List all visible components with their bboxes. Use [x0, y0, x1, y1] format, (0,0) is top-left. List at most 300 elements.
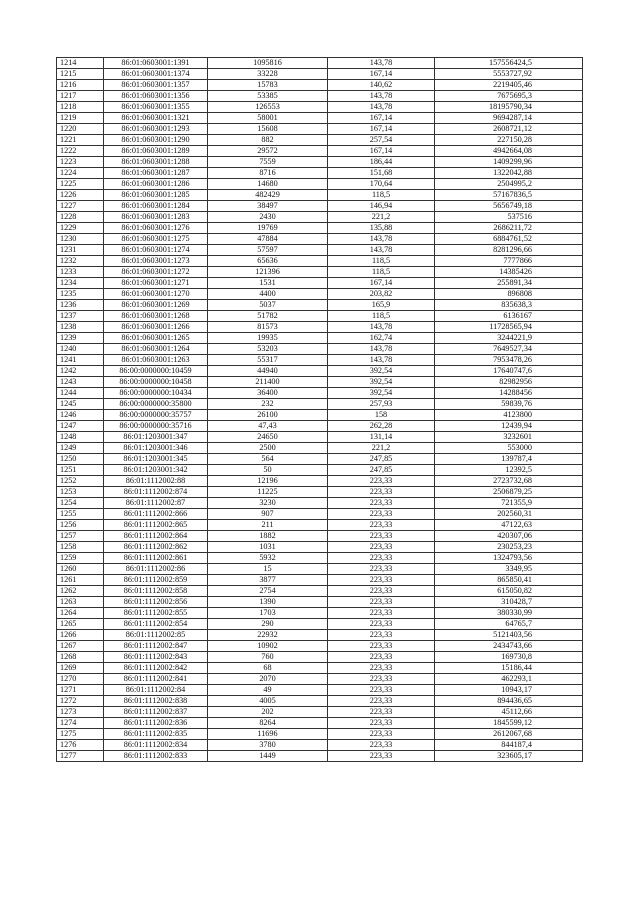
total-value-cell: 4123800	[435, 410, 583, 421]
row-number-cell: 1262	[57, 586, 104, 597]
area-cell: 3877	[208, 575, 328, 586]
cadastral-number-cell: 86:01:0603001:1285	[104, 190, 208, 201]
unit-value-cell: 223,33	[328, 751, 435, 762]
area-cell: 19935	[208, 333, 328, 344]
cadastral-number-cell: 86:01:1112002:865	[104, 520, 208, 531]
cadastral-number-cell: 86:01:0603001:1356	[104, 91, 208, 102]
unit-value-cell: 223,33	[328, 476, 435, 487]
row-number-cell: 1220	[57, 124, 104, 135]
table-row	[57, 421, 583, 432]
row-number-cell: 1217	[57, 91, 104, 102]
total-value-cell: 865850,41	[435, 575, 583, 586]
total-value-cell: 139787,4	[435, 454, 583, 465]
table-row	[57, 256, 583, 267]
cadastral-number-cell: 86:01:1112002:859	[104, 575, 208, 586]
table-row	[57, 212, 583, 223]
row-number-cell: 1249	[57, 443, 104, 454]
unit-value-cell: 203,82	[328, 289, 435, 300]
area-cell: 1390	[208, 597, 328, 608]
total-value-cell: 14385426	[435, 267, 583, 278]
cadastral-number-cell: 86:01:1112002:854	[104, 619, 208, 630]
table-row	[57, 179, 583, 190]
area-cell: 68	[208, 663, 328, 674]
total-value-cell: 5121403,56	[435, 630, 583, 641]
area-cell: 7559	[208, 157, 328, 168]
table-row	[57, 322, 583, 333]
cadastral-number-cell: 86:01:0603001:1287	[104, 168, 208, 179]
unit-value-cell: 223,33	[328, 520, 435, 531]
row-number-cell: 1234	[57, 278, 104, 289]
table-row	[57, 300, 583, 311]
table-row	[57, 333, 583, 344]
unit-value-cell: 186,44	[328, 157, 435, 168]
total-value-cell: 1322042,88	[435, 168, 583, 179]
row-number-cell: 1243	[57, 377, 104, 388]
area-cell: 1882	[208, 531, 328, 542]
total-value-cell: 3232601	[435, 432, 583, 443]
table-row	[57, 377, 583, 388]
cadastral-number-cell: 86:01:1112002:86	[104, 564, 208, 575]
row-number-cell: 1264	[57, 608, 104, 619]
unit-value-cell: 392,54	[328, 388, 435, 399]
cadastral-number-cell: 86:01:0603001:1276	[104, 223, 208, 234]
cadastral-number-cell: 86:01:0603001:1268	[104, 311, 208, 322]
area-cell: 760	[208, 652, 328, 663]
unit-value-cell: 247,85	[328, 465, 435, 476]
row-number-cell: 1273	[57, 707, 104, 718]
total-value-cell: 169730,8	[435, 652, 583, 663]
row-number-cell: 1214	[57, 58, 104, 69]
unit-value-cell: 221,2	[328, 443, 435, 454]
unit-value-cell: 247,85	[328, 454, 435, 465]
area-cell: 211	[208, 520, 328, 531]
unit-value-cell: 167,14	[328, 113, 435, 124]
table-row	[57, 223, 583, 234]
total-value-cell: 462293,1	[435, 674, 583, 685]
table-row	[57, 344, 583, 355]
cadastral-number-cell: 86:01:1112002:862	[104, 542, 208, 553]
total-value-cell: 323605,17	[435, 751, 583, 762]
table-row	[57, 520, 583, 531]
area-cell: 1031	[208, 542, 328, 553]
table-row	[57, 102, 583, 113]
unit-value-cell: 223,33	[328, 729, 435, 740]
unit-value-cell: 143,78	[328, 58, 435, 69]
cadastral-number-cell: 86:01:1112002:837	[104, 707, 208, 718]
cadastral-number-cell: 86:01:1112002:874	[104, 487, 208, 498]
unit-value-cell: 118,5	[328, 311, 435, 322]
total-value-cell: 721355,9	[435, 498, 583, 509]
row-number-cell: 1241	[57, 355, 104, 366]
table-row	[57, 355, 583, 366]
unit-value-cell: 167,14	[328, 124, 435, 135]
table-row	[57, 201, 583, 212]
unit-value-cell: 143,78	[328, 355, 435, 366]
total-value-cell: 11728565,94	[435, 322, 583, 333]
cadastral-number-cell: 86:01:0603001:1269	[104, 300, 208, 311]
cadastral-number-cell: 86:01:1112002:866	[104, 509, 208, 520]
row-number-cell: 1242	[57, 366, 104, 377]
row-number-cell: 1255	[57, 509, 104, 520]
cadastral-number-cell: 86:01:0603001:1264	[104, 344, 208, 355]
area-cell: 24650	[208, 432, 328, 443]
unit-value-cell: 262,28	[328, 421, 435, 432]
unit-value-cell: 223,33	[328, 707, 435, 718]
total-value-cell: 3244221,9	[435, 333, 583, 344]
area-cell: 36400	[208, 388, 328, 399]
row-number-cell: 1227	[57, 201, 104, 212]
table-row	[57, 278, 583, 289]
row-number-cell: 1236	[57, 300, 104, 311]
row-number-cell: 1260	[57, 564, 104, 575]
unit-value-cell: 223,33	[328, 619, 435, 630]
cadastral-number-cell: 86:00:0000000:35757	[104, 410, 208, 421]
total-value-cell: 7953478,26	[435, 355, 583, 366]
area-cell: 8264	[208, 718, 328, 729]
unit-value-cell: 392,54	[328, 366, 435, 377]
row-number-cell: 1247	[57, 421, 104, 432]
unit-value-cell: 143,78	[328, 91, 435, 102]
cadastral-number-cell: 86:01:1112002:834	[104, 740, 208, 751]
cadastral-number-cell: 86:01:0603001:1286	[104, 179, 208, 190]
unit-value-cell: 170,64	[328, 179, 435, 190]
cadastral-number-cell: 86:01:0603001:1274	[104, 245, 208, 256]
cadastral-number-cell: 86:01:0603001:1374	[104, 69, 208, 80]
row-number-cell: 1235	[57, 289, 104, 300]
cadastral-number-cell: 86:01:1112002:88	[104, 476, 208, 487]
row-number-cell: 1223	[57, 157, 104, 168]
cadastral-number-cell: 86:01:1112002:856	[104, 597, 208, 608]
table-row	[57, 245, 583, 256]
total-value-cell: 2612067,68	[435, 729, 583, 740]
total-value-cell: 17640747,6	[435, 366, 583, 377]
unit-value-cell: 131,14	[328, 432, 435, 443]
area-cell: 15608	[208, 124, 328, 135]
total-value-cell: 6136167	[435, 311, 583, 322]
table-row	[57, 311, 583, 322]
unit-value-cell: 167,14	[328, 69, 435, 80]
table-row	[57, 91, 583, 102]
table-row	[57, 674, 583, 685]
area-cell: 5037	[208, 300, 328, 311]
unit-value-cell: 223,33	[328, 652, 435, 663]
table-row	[57, 135, 583, 146]
row-number-cell: 1240	[57, 344, 104, 355]
unit-value-cell: 223,33	[328, 487, 435, 498]
area-cell: 211400	[208, 377, 328, 388]
total-value-cell: 420307,06	[435, 531, 583, 542]
unit-value-cell: 223,33	[328, 597, 435, 608]
unit-value-cell: 162,74	[328, 333, 435, 344]
total-value-cell: 5656749,18	[435, 201, 583, 212]
table-row	[57, 388, 583, 399]
cadastral-number-cell: 86:01:0603001:1289	[104, 146, 208, 157]
cadastral-number-cell: 86:01:0603001:1270	[104, 289, 208, 300]
unit-value-cell: 223,33	[328, 696, 435, 707]
total-value-cell: 7675695,3	[435, 91, 583, 102]
unit-value-cell: 118,5	[328, 267, 435, 278]
unit-value-cell: 223,33	[328, 531, 435, 542]
row-number-cell: 1258	[57, 542, 104, 553]
area-cell: 126553	[208, 102, 328, 113]
cadastral-number-cell: 86:01:1112002:85	[104, 630, 208, 641]
table-row	[57, 157, 583, 168]
row-number-cell: 1274	[57, 718, 104, 729]
area-cell: 2754	[208, 586, 328, 597]
unit-value-cell: 143,78	[328, 245, 435, 256]
unit-value-cell: 223,33	[328, 564, 435, 575]
total-value-cell: 6884761,52	[435, 234, 583, 245]
row-number-cell: 1216	[57, 80, 104, 91]
cadastral-number-cell: 86:00:0000000:35800	[104, 399, 208, 410]
unit-value-cell: 143,78	[328, 344, 435, 355]
area-cell: 81573	[208, 322, 328, 333]
cadastral-number-cell: 86:01:1112002:855	[104, 608, 208, 619]
area-cell: 29572	[208, 146, 328, 157]
table-body	[57, 58, 583, 762]
unit-value-cell: 223,33	[328, 586, 435, 597]
area-cell: 3780	[208, 740, 328, 751]
total-value-cell: 1409299,96	[435, 157, 583, 168]
table-row	[57, 531, 583, 542]
area-cell: 121396	[208, 267, 328, 278]
unit-value-cell: 143,78	[328, 102, 435, 113]
table-row	[57, 399, 583, 410]
cadastral-number-cell: 86:01:1112002:87	[104, 498, 208, 509]
row-number-cell: 1221	[57, 135, 104, 146]
table-row	[57, 740, 583, 751]
area-cell: 1095816	[208, 58, 328, 69]
cadastral-number-cell: 86:01:0603001:1391	[104, 58, 208, 69]
total-value-cell: 157556424,5	[435, 58, 583, 69]
area-cell: 53385	[208, 91, 328, 102]
table-row	[57, 641, 583, 652]
area-cell: 49	[208, 685, 328, 696]
total-value-cell: 2506879,25	[435, 487, 583, 498]
unit-value-cell: 257,93	[328, 399, 435, 410]
table-row	[57, 696, 583, 707]
area-cell: 55317	[208, 355, 328, 366]
table-row	[57, 190, 583, 201]
row-number-cell: 1269	[57, 663, 104, 674]
area-cell: 12196	[208, 476, 328, 487]
total-value-cell: 553000	[435, 443, 583, 454]
cadastral-number-cell: 86:01:1203001:345	[104, 454, 208, 465]
total-value-cell: 2608721,12	[435, 124, 583, 135]
unit-value-cell: 223,33	[328, 575, 435, 586]
row-number-cell: 1261	[57, 575, 104, 586]
total-value-cell: 64765,7	[435, 619, 583, 630]
unit-value-cell: 223,33	[328, 509, 435, 520]
row-number-cell: 1251	[57, 465, 104, 476]
area-cell: 47884	[208, 234, 328, 245]
total-value-cell: 14288456	[435, 388, 583, 399]
total-value-cell: 1845599,12	[435, 718, 583, 729]
cadastral-number-cell: 86:01:0603001:1273	[104, 256, 208, 267]
row-number-cell: 1276	[57, 740, 104, 751]
unit-value-cell: 223,33	[328, 718, 435, 729]
total-value-cell: 255891,34	[435, 278, 583, 289]
cadastral-value-table	[56, 57, 583, 762]
table-row	[57, 575, 583, 586]
row-number-cell: 1231	[57, 245, 104, 256]
unit-value-cell: 223,33	[328, 685, 435, 696]
area-cell: 58001	[208, 113, 328, 124]
unit-value-cell: 257,54	[328, 135, 435, 146]
row-number-cell: 1265	[57, 619, 104, 630]
total-value-cell: 537516	[435, 212, 583, 223]
cadastral-number-cell: 86:01:0603001:1265	[104, 333, 208, 344]
unit-value-cell: 223,33	[328, 740, 435, 751]
row-number-cell: 1268	[57, 652, 104, 663]
unit-value-cell: 223,33	[328, 542, 435, 553]
row-number-cell: 1219	[57, 113, 104, 124]
unit-value-cell: 223,33	[328, 674, 435, 685]
total-value-cell: 2504995,2	[435, 179, 583, 190]
row-number-cell: 1226	[57, 190, 104, 201]
cadastral-number-cell: 86:00:0000000:35716	[104, 421, 208, 432]
area-cell: 1703	[208, 608, 328, 619]
table-row	[57, 476, 583, 487]
total-value-cell: 12392,5	[435, 465, 583, 476]
unit-value-cell: 158	[328, 410, 435, 421]
row-number-cell: 1246	[57, 410, 104, 421]
area-cell: 1449	[208, 751, 328, 762]
unit-value-cell: 223,33	[328, 641, 435, 652]
table-row	[57, 366, 583, 377]
table-row	[57, 553, 583, 564]
cadastral-number-cell: 86:01:0603001:1272	[104, 267, 208, 278]
unit-value-cell: 167,14	[328, 146, 435, 157]
unit-value-cell: 135,88	[328, 223, 435, 234]
table-row	[57, 289, 583, 300]
row-number-cell: 1270	[57, 674, 104, 685]
unit-value-cell: 223,33	[328, 630, 435, 641]
table-row	[57, 432, 583, 443]
cadastral-number-cell: 86:00:0000000:10434	[104, 388, 208, 399]
table-row	[57, 685, 583, 696]
row-number-cell: 1229	[57, 223, 104, 234]
row-number-cell: 1233	[57, 267, 104, 278]
total-value-cell: 380330,99	[435, 608, 583, 619]
total-value-cell: 7777866	[435, 256, 583, 267]
row-number-cell: 1254	[57, 498, 104, 509]
total-value-cell: 2686211,72	[435, 223, 583, 234]
row-number-cell: 1256	[57, 520, 104, 531]
area-cell: 57597	[208, 245, 328, 256]
table-row	[57, 113, 583, 124]
cadastral-number-cell: 86:01:1112002:835	[104, 729, 208, 740]
unit-value-cell: 223,33	[328, 553, 435, 564]
area-cell: 15783	[208, 80, 328, 91]
area-cell: 882	[208, 135, 328, 146]
table-row	[57, 69, 583, 80]
area-cell: 33228	[208, 69, 328, 80]
cadastral-number-cell: 86:01:0603001:1283	[104, 212, 208, 223]
row-number-cell: 1263	[57, 597, 104, 608]
area-cell: 4400	[208, 289, 328, 300]
table-row	[57, 707, 583, 718]
area-cell: 2070	[208, 674, 328, 685]
cadastral-number-cell: 86:01:0603001:1266	[104, 322, 208, 333]
row-number-cell: 1215	[57, 69, 104, 80]
unit-value-cell: 167,14	[328, 278, 435, 289]
table-row	[57, 443, 583, 454]
row-number-cell: 1224	[57, 168, 104, 179]
area-cell: 51782	[208, 311, 328, 322]
area-cell: 19769	[208, 223, 328, 234]
total-value-cell: 82982956	[435, 377, 583, 388]
row-number-cell: 1218	[57, 102, 104, 113]
cadastral-number-cell: 86:01:0603001:1275	[104, 234, 208, 245]
cadastral-number-cell: 86:00:0000000:10458	[104, 377, 208, 388]
unit-value-cell: 392,54	[328, 377, 435, 388]
row-number-cell: 1253	[57, 487, 104, 498]
unit-value-cell: 223,33	[328, 608, 435, 619]
area-cell: 53203	[208, 344, 328, 355]
cadastral-number-cell: 86:01:1112002:838	[104, 696, 208, 707]
table-row	[57, 751, 583, 762]
cadastral-number-cell: 86:01:1203001:342	[104, 465, 208, 476]
row-number-cell: 1266	[57, 630, 104, 641]
table-row	[57, 124, 583, 135]
cadastral-number-cell: 86:01:0603001:1357	[104, 80, 208, 91]
table-row	[57, 630, 583, 641]
cadastral-number-cell: 86:01:1203001:346	[104, 443, 208, 454]
area-cell: 5932	[208, 553, 328, 564]
total-value-cell: 59839,76	[435, 399, 583, 410]
cadastral-number-cell: 86:01:0603001:1290	[104, 135, 208, 146]
row-number-cell: 1257	[57, 531, 104, 542]
table-row	[57, 597, 583, 608]
area-cell: 202	[208, 707, 328, 718]
table-row	[57, 564, 583, 575]
area-cell: 482429	[208, 190, 328, 201]
total-value-cell: 615050,82	[435, 586, 583, 597]
total-value-cell: 8281296,66	[435, 245, 583, 256]
table-row	[57, 509, 583, 520]
cadastral-number-cell: 86:01:0603001:1355	[104, 102, 208, 113]
total-value-cell: 3349,95	[435, 564, 583, 575]
row-number-cell: 1250	[57, 454, 104, 465]
cadastral-number-cell: 86:01:1112002:858	[104, 586, 208, 597]
total-value-cell: 18195790,34	[435, 102, 583, 113]
cadastral-number-cell: 86:01:1112002:84	[104, 685, 208, 696]
total-value-cell: 9694287,14	[435, 113, 583, 124]
total-value-cell: 2723732,68	[435, 476, 583, 487]
table-row	[57, 267, 583, 278]
cadastral-number-cell: 86:01:1112002:842	[104, 663, 208, 674]
row-number-cell: 1239	[57, 333, 104, 344]
area-cell: 2430	[208, 212, 328, 223]
total-value-cell: 835638,3	[435, 300, 583, 311]
table-row	[57, 410, 583, 421]
table-row	[57, 454, 583, 465]
area-cell: 65636	[208, 256, 328, 267]
total-value-cell: 894436,65	[435, 696, 583, 707]
unit-value-cell: 143,78	[328, 234, 435, 245]
total-value-cell: 45112,66	[435, 707, 583, 718]
area-cell: 2500	[208, 443, 328, 454]
row-number-cell: 1245	[57, 399, 104, 410]
row-number-cell: 1225	[57, 179, 104, 190]
table-row	[57, 168, 583, 179]
cadastral-number-cell: 86:01:0603001:1271	[104, 278, 208, 289]
unit-value-cell: 221,2	[328, 212, 435, 223]
unit-value-cell: 223,33	[328, 663, 435, 674]
area-cell: 8716	[208, 168, 328, 179]
row-number-cell: 1252	[57, 476, 104, 487]
